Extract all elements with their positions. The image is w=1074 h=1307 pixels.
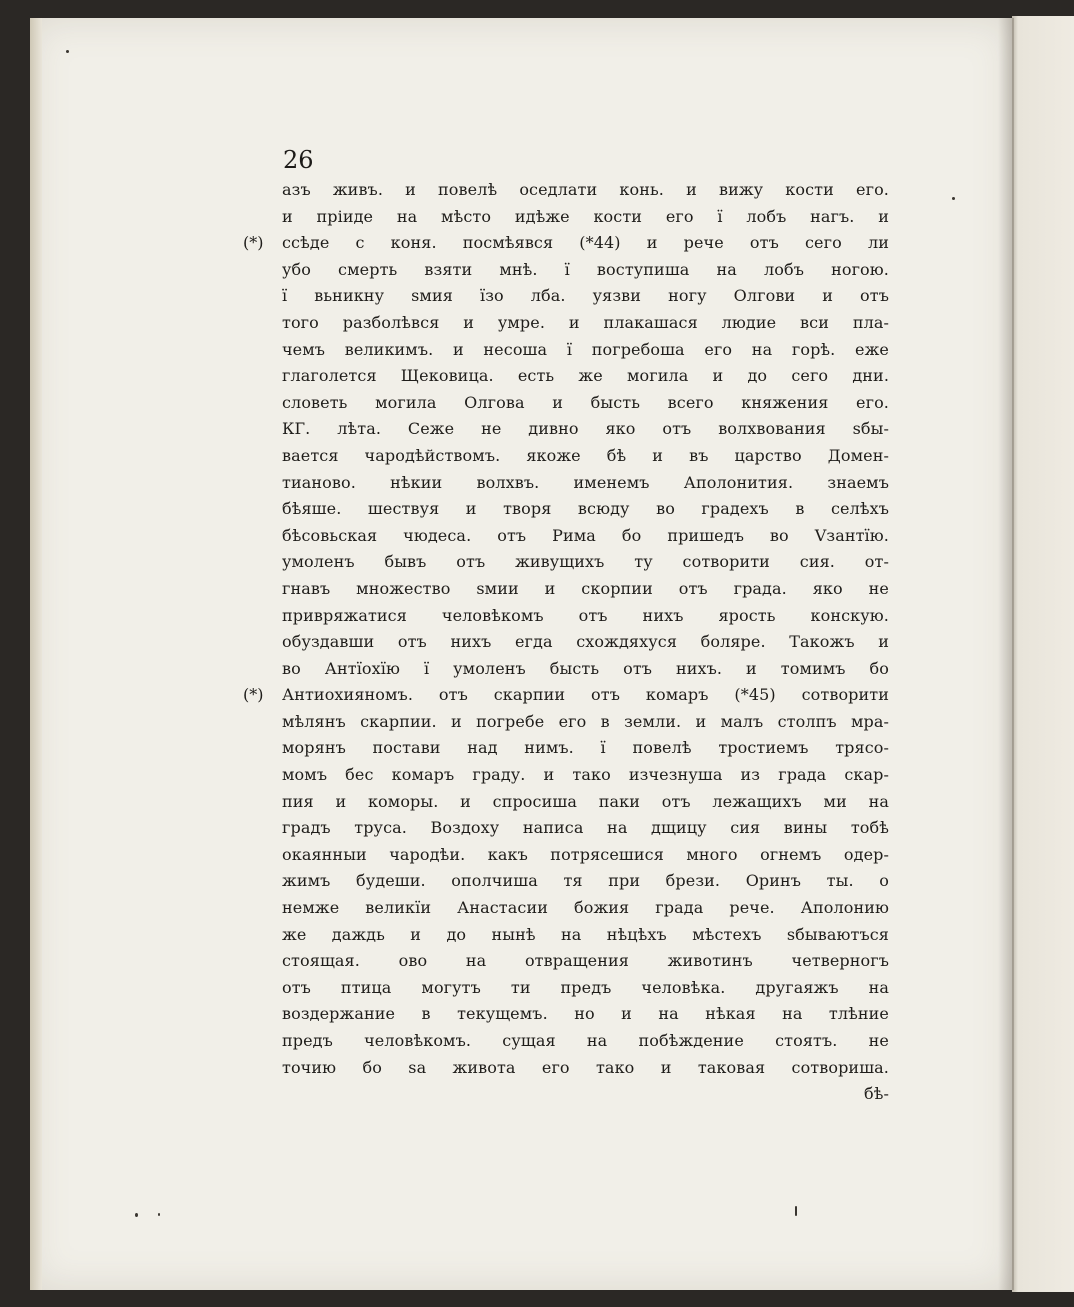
text-line: немже великïи Анастасии божия града рече. Аполонию: [282, 898, 889, 918]
text-line: стоящая. ово на отвращения животинъ четверногъ: [282, 951, 889, 971]
text-line: КГ. лѣта. Сеже не дивно яко отъ волхвования ѕбы-: [282, 419, 889, 439]
text-line: того разболѣвся и умре. и плакашася людие вси пла-: [282, 312, 889, 332]
facing-page-edge: [1012, 16, 1074, 1292]
text-line: обуздавши отъ нихъ егда схождяхуся боляре. Такожъ и: [282, 632, 889, 652]
text-line: морянъ постави над нимъ. ï повелѣ тростиемъ трясо-: [282, 738, 889, 758]
text-line: гнавъ множество ѕмии и скорпии отъ града. яко не: [282, 578, 889, 598]
text-line: умоленъ бывъ отъ живущихъ ту сотворити сия. от-: [282, 552, 889, 572]
text-line: точию бо ѕа живота его тако и таковая сотвориша.: [282, 1057, 889, 1077]
text-line: убо смерть взяти мнѣ. ï воступиша на лобъ ногою.: [282, 259, 889, 279]
text-line: градъ труса. Воздоху написа на дщицу сия вины тобѣ: [282, 818, 889, 838]
text-line: окаянныи чародѣи. какъ потрясешися много огнемъ одер-: [282, 844, 889, 864]
text-line: же даждь и до нынѣ на нѣцѣхъ мѣстехъ ѕбываютъся: [282, 924, 889, 944]
footnote-mark: (*): [243, 233, 264, 253]
paper-speck: [158, 1213, 160, 1216]
text-line: привряжатися человѣкомъ отъ нихъ ярость конскую.: [282, 605, 889, 625]
body-text: [282, 177, 889, 1108]
page-left-edge: [30, 18, 42, 1290]
paper-speck: [135, 1213, 138, 1217]
text-line: глаголется Щековица. есть же могила и до сего дни.: [282, 366, 889, 386]
text-line: мѣлянъ скарпии. и погребе его в земли. и малъ столпъ мра-: [282, 711, 889, 731]
text-line: бѣ-: [864, 1084, 889, 1104]
page-number: 26: [283, 146, 314, 174]
text-line: жимъ будеши. ополчиша тя при брези. Оринъ ты. о: [282, 871, 889, 891]
text-line: момъ бес комаръ граду. и тако изчезнуша из града скар-: [282, 765, 889, 785]
text-line: воздержание в текущемъ. но и на нѣкая на тлѣние: [282, 1004, 889, 1024]
text-line: чемъ великимъ. и несоша ï погребоша его на горѣ. еже: [282, 339, 889, 359]
text-line: вается чародѣйствомъ. якоже бѣ и въ царство Домен-: [282, 445, 889, 465]
text-line: пия и коморы. и спросиша паки отъ лежащихъ ми на: [282, 791, 889, 811]
text-line: ссѣде с коня. посмѣявся (*44) и рече отъ сего ли: [282, 233, 889, 253]
text-line: и прiиде на мѣсто идѣже кости его ï лобъ нагъ. и: [282, 206, 889, 226]
text-line: словеть могила Олгова и бысть всего княжения его.: [282, 392, 889, 412]
text-line: тианово. нѣкии волхвъ. именемъ Аполонития. знаемъ: [282, 472, 889, 492]
paper-speck: [66, 50, 69, 53]
paper-speck: [952, 197, 955, 200]
text-line: азъ живъ. и повелѣ оседлати конь. и вижу кости его.: [282, 180, 889, 199]
text-line: бѣсовьская чюдеса. отъ Рима бо пришедъ во Vзантïю.: [282, 525, 889, 545]
paper-speck: [795, 1206, 797, 1216]
text-line: отъ птица могутъ ти предъ человѣка. другаяжъ на: [282, 977, 889, 997]
footnote-mark: (*): [243, 685, 264, 705]
text-line: во Антïохïю ï умоленъ бысть отъ нихъ. и томимъ бо: [282, 658, 889, 678]
text-line: бѣяше. шествуя и творя всюду во градехъ в селѣхъ: [282, 499, 889, 519]
gutter-shadow: [998, 18, 1014, 1290]
text-line: ï вьникну ѕмия ïзо лба. уязви ногу Олгови и отъ: [282, 286, 889, 306]
text-line: Антиохияномъ. отъ скарпии отъ комаръ (*45) сотворити: [282, 685, 889, 705]
text-line: предъ человѣкомъ. сущая на побѣждение стоятъ. не: [282, 1031, 889, 1050]
